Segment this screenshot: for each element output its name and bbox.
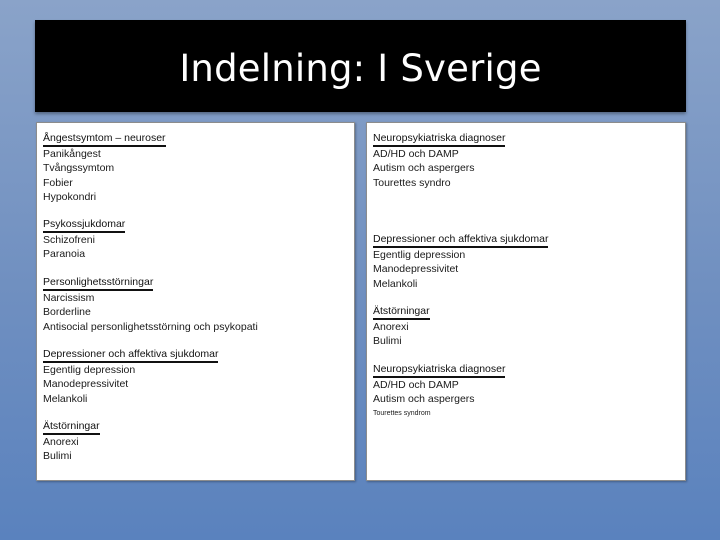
list-item: Bulimi <box>373 335 402 348</box>
list-item: AD/HD och DAMP <box>373 148 459 160</box>
right-section-neuropsych <box>373 128 681 190</box>
section-heading: Ångestsymtom – neuroser <box>43 132 166 147</box>
list-item: Egentlig depression <box>43 364 136 376</box>
list-item: AD/HD och DAMP <box>373 379 459 391</box>
left-section-anxiety <box>43 128 350 205</box>
section-heading: Personlighetsstörningar <box>43 276 153 291</box>
list-item: Manodepressivitet <box>43 378 129 391</box>
list-item: Tvångssymtom <box>43 162 115 175</box>
list-item: Panikångest <box>43 148 101 160</box>
section-heading: Neuropsykiatriska diagnoser <box>373 363 505 378</box>
section-heading: Psykossjukdomar <box>43 218 125 233</box>
list-item: Autism och aspergers <box>373 393 475 406</box>
left-section-personality <box>43 272 350 334</box>
list-item: Melankoli <box>373 277 418 290</box>
left-panel <box>36 122 355 481</box>
list-item: Bulimi <box>43 450 72 463</box>
left-section-depression <box>43 344 350 406</box>
list-item: Anorexi <box>373 321 409 333</box>
section-heading: Ätstörningar <box>43 420 100 435</box>
list-item: Antisocial personlighetsstörning och psykopati <box>43 320 258 333</box>
small-note: Tourettes syndrom <box>373 409 431 417</box>
slide-title: Indelning: I Sverige <box>179 46 542 90</box>
right-section-depression <box>373 229 681 291</box>
left-section-psychosis <box>43 214 350 262</box>
section-heading: Ätstörningar <box>373 305 430 320</box>
list-item: Narcissism <box>43 292 95 304</box>
right-section-neuropsych-2 <box>373 359 681 419</box>
list-item: Tourettes syndro <box>373 176 451 189</box>
section-heading: Depressioner och affektiva sjukdomar <box>43 348 218 363</box>
list-item: Fobier <box>43 176 73 189</box>
list-item: Melankoli <box>43 392 88 405</box>
section-heading: Depressioner och affektiva sjukdomar <box>373 233 548 248</box>
list-item: Autism och aspergers <box>373 162 475 175</box>
right-section-eating <box>373 301 681 349</box>
title-bar <box>35 20 686 112</box>
list-item: Schizofreni <box>43 234 95 246</box>
left-section-eating <box>43 416 350 464</box>
list-item: Manodepressivitet <box>373 263 459 276</box>
list-item: Hypokondri <box>43 191 97 204</box>
right-panel <box>366 122 686 481</box>
list-item: Borderline <box>43 306 91 319</box>
list-item: Anorexi <box>43 436 79 448</box>
list-item: Paranoia <box>43 248 86 261</box>
list-item: Egentlig depression <box>373 249 466 261</box>
section-heading: Neuropsykiatriska diagnoser <box>373 132 505 147</box>
